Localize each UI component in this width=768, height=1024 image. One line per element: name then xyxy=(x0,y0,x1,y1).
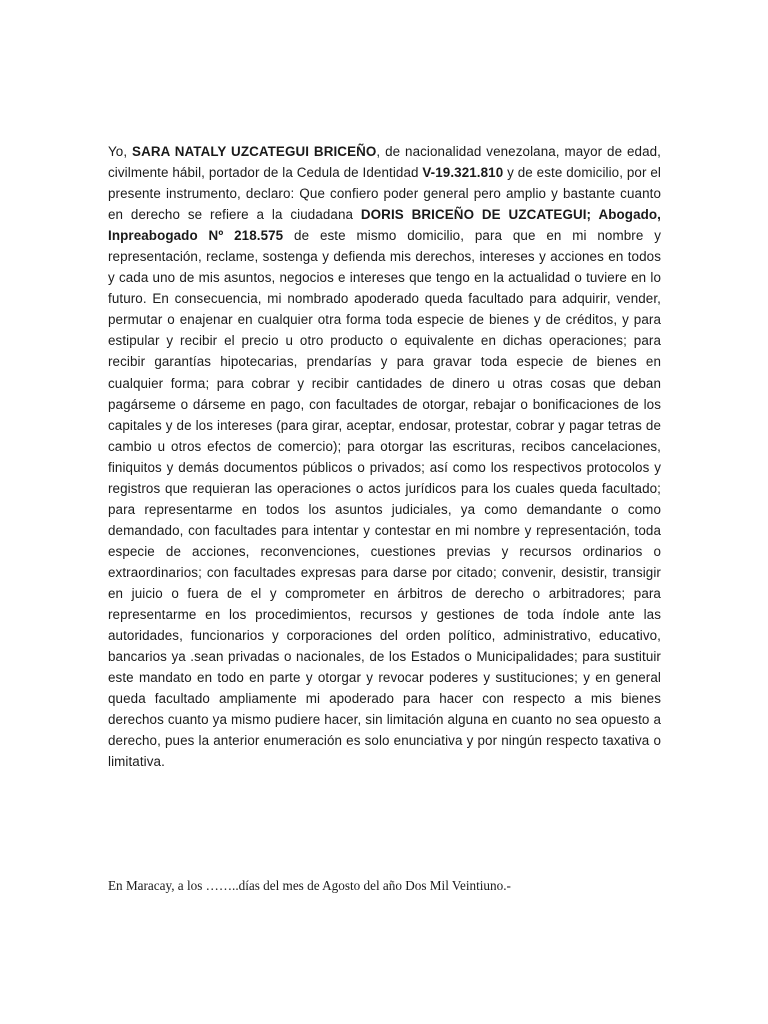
grantor-id-number: V-19.321.810 xyxy=(422,165,504,181)
text-segment: , de nacionalidad venezolana, mayor de edad, civilmente hábil, portador de la Cedula de Identidad xyxy=(108,144,662,181)
text-segment: de este mismo domicilio, para que en mi nombre y representación, reclame, sostenga y defienda mis derechos, intereses y acciones en todos y cada uno de mis asuntos, negocios e intereses que tengo en la actualidad o tuviere en lo futuro. En consecuencia, mi nombrado apoderado queda facultado para adquirir, vender, permutar o enajenar en cualquier otra forma toda especie de bienes y de créditos, y para estipular y recibir el precio u otro producto o equivalente en dichas operaciones; para recibir garantías hipotecarias, prendarías y para gravar toda especie de bienes en cualquier forma; para cobrar y recibir cantidades de dinero u otras cosas que deban pagárseme o dárseme en pago, con facultades de otorgar, rebajar o bonificaciones de los capitales y de los intereses (para girar, aceptar, endosar, protestar, cobrar y pagar tetras de cambio u otros efectos de comercio); para otorgar las escrituras, recibos cancelaciones, finiquitos y demás documentos públicos o privados; así como los respectivos protocolos y registros que requieran las operaciones o actos jurídicos para los cuales queda facultado; para representarme en todos los asuntos judiciales, ya como demandante o como demandado, con facultades para intentar y contestar en mi nombre y representación, toda especie de acciones, reconvenciones, cuestiones previas y recursos ordinarios o extraordinarios; con facultades expresas para darse por citado; convenir, desistir, transigir en juicio o fuera de el y comprometer en árbitros de derecho o arbitradores; para representarme en los procedimientos, recursos y gestiones de toda índole ante las autoridades, funcionarios y corporaciones del orden político, administrativo, educativo, bancarios ya .sean privadas o nacionales, de los Estados o Municipalidades; para sustituir este mandato en todo en parte y otorgar y revocar poderes y sustituciones; y en general queda facultado ampliamente mi apoderado para hacer con respecto a mis bienes derechos cuanto ya mismo pudiere hacer, sin limitación alguna en cuanto no sea opuesto a derecho, pues la anterior enumeración es solo enunciativa y por ningún respecto taxativa o limitativa. xyxy=(108,228,661,770)
text-segment: y de este domicilio, por el presente instrumento, declaro: Que confiero poder general pero amplio y bastante cuanto en derecho se refiere a la ciudadana xyxy=(108,165,661,223)
attorney-name: DORIS BRICEÑO DE UZCATEGUI; Abogado, Inpreabogado Nº 218.575 xyxy=(108,207,661,244)
grantor-name: SARA NATALY UZCATEGUI BRICEÑO xyxy=(132,144,377,159)
text-segment: Yo, xyxy=(108,144,133,159)
power-of-attorney-body xyxy=(108,141,661,772)
closing-line: En Maracay, a los ……..días del mes de Agosto del año Dos Mil Veintiuno.- xyxy=(108,878,511,893)
